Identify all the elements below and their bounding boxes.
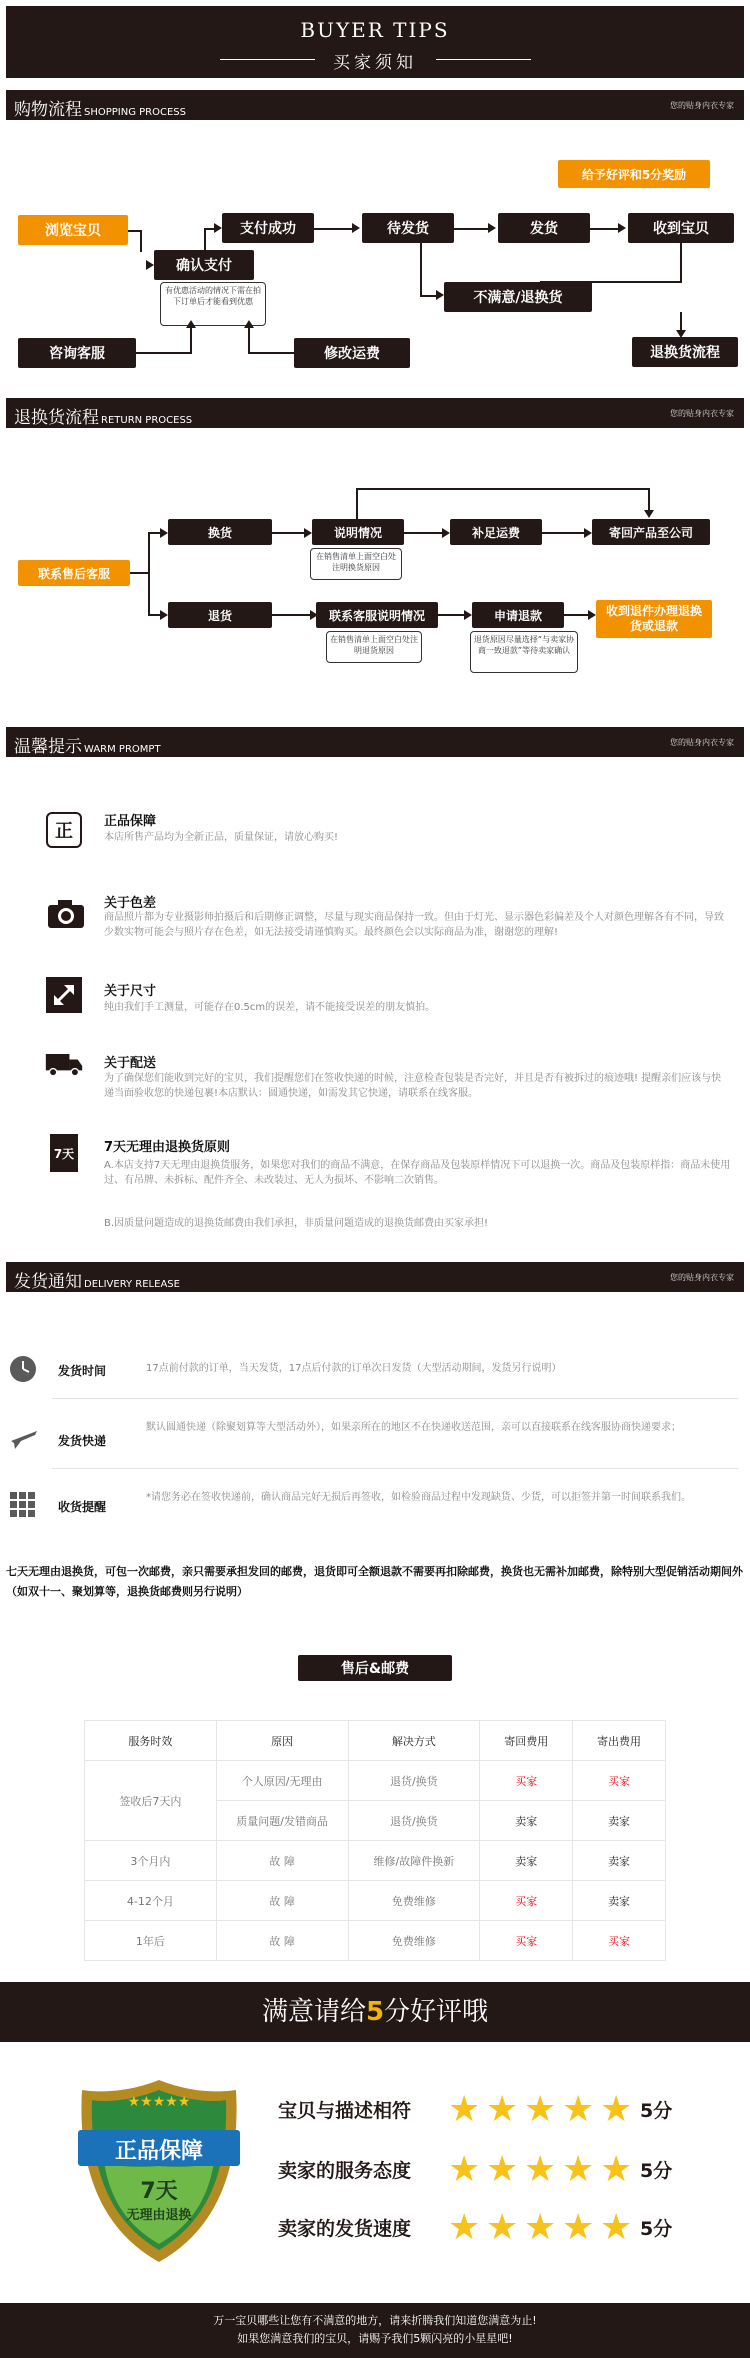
section-header-prompt bbox=[6, 727, 744, 757]
table-row bbox=[85, 1881, 666, 1921]
prompt-text: 商品照片都为专业摄影师拍摄后和后期修正调整，尽量与现实商品保持一致。但由于灯光、显示器色彩偏差及个人对颜色理解各有不同，导致少数实物可能会与照片存在色差，如无法接受请谨慎购买。最终颜色会以实际商品为准，谢谢您的理解! bbox=[104, 912, 724, 938]
banner-title-en: BUYER TIPS bbox=[300, 18, 450, 42]
flow-return-process: 退换货流程 bbox=[632, 337, 738, 367]
table-cell: 签收后7天内 bbox=[85, 1761, 217, 1841]
table-cell: 退货/换货 bbox=[348, 1801, 480, 1841]
table-header: 寄回费用 bbox=[480, 1721, 573, 1761]
table-cell: 卖家 bbox=[480, 1801, 573, 1841]
resize-icon bbox=[46, 977, 82, 1013]
star-icon: ★ bbox=[562, 2089, 595, 2130]
confirm-note: 有优惠活动的情况下需在拍下订单后才能看到优惠 bbox=[160, 282, 266, 326]
flow-exchange: 换货 bbox=[168, 519, 272, 545]
reward-badge: 给予好评和5分奖励 bbox=[558, 160, 710, 188]
review-banner-pre: 满意请给 bbox=[261, 1997, 366, 2027]
flow-apply-refund: 申请退款 bbox=[472, 602, 564, 628]
badge-title: 正品保障 bbox=[114, 2139, 203, 2164]
connector bbox=[136, 352, 192, 354]
section-title: 退换货流程 bbox=[14, 408, 99, 428]
connector bbox=[204, 228, 206, 250]
connector bbox=[190, 326, 192, 354]
footer bbox=[0, 2303, 750, 2358]
prompt-text-b: B.因质量问题造成的退换货邮费由我们承担，非质量问题造成的退换货邮费由买家承担! bbox=[104, 1218, 489, 1229]
review-score: 5分 bbox=[640, 2218, 673, 2240]
section-tagline: 您的贴身内衣专家 bbox=[670, 409, 734, 418]
footer-line: 如果您满意我们的宝贝，请赐予我们5颗闪亮的小星星吧! bbox=[237, 2332, 513, 2345]
table-header: 解决方式 bbox=[348, 1721, 480, 1761]
prompt-title: 关于尺寸 bbox=[104, 984, 157, 999]
flow-modify-fee: 修改运费 bbox=[294, 338, 410, 368]
explain-note: 在销售清单上面空白处注明换货原因 bbox=[310, 548, 402, 580]
arrow bbox=[588, 610, 596, 620]
section-title-en: DELIVERY RELEASE bbox=[84, 1279, 180, 1290]
table-cell: 买家 bbox=[480, 1921, 573, 1961]
review-banner-post: 分好评哦 bbox=[384, 1997, 489, 2027]
badge-days: 7天 bbox=[140, 2179, 178, 2204]
delivery-text: *请您务必在签收快递前，确认商品完好无损后再签收，如检验商品过程中发现缺货、少货，可以拒签并第一时间联系我们。 bbox=[146, 1492, 691, 1503]
table-row bbox=[85, 1841, 666, 1881]
flow-shipped: 发货 bbox=[498, 213, 590, 243]
arrow bbox=[436, 290, 444, 300]
arrow bbox=[304, 528, 312, 538]
table-cell: 1年后 bbox=[85, 1921, 217, 1961]
table-cell: 免费维修 bbox=[348, 1881, 480, 1921]
table-cell: 卖家 bbox=[480, 1841, 573, 1881]
flow-browse: 浏览宝贝 bbox=[18, 215, 128, 245]
genuine-icon: 正 bbox=[46, 812, 82, 848]
divider bbox=[52, 1468, 738, 1469]
review-banner bbox=[0, 1982, 750, 2042]
table-cell: 退货/换货 bbox=[348, 1761, 480, 1801]
table-cell: 故 障 bbox=[216, 1881, 348, 1921]
prompt-title: 关于配送 bbox=[104, 1056, 157, 1071]
svg-text:★★★★★: ★★★★★ bbox=[127, 2094, 191, 2110]
prompt-title: 正品保障 bbox=[104, 814, 157, 829]
prompt-text: 本店所售产品均为全新正品，质量保证，请放心购买! bbox=[104, 832, 339, 843]
star-icon: ★ bbox=[524, 2207, 557, 2248]
apply-note: 退货原因尽量选择“与卖家协商一致退款”等待卖家确认 bbox=[470, 631, 578, 673]
table-cell: 免费维修 bbox=[348, 1921, 480, 1961]
camera-icon bbox=[46, 896, 86, 932]
connector bbox=[356, 488, 650, 490]
connector bbox=[130, 572, 150, 574]
table-cell: 卖家 bbox=[573, 1841, 666, 1881]
flow-unsatisfied: 不满意/退换货 bbox=[444, 282, 592, 312]
flow-contact-after-sales: 联系售后客服 bbox=[18, 560, 130, 586]
prompt-text: A.本店支持7天无理由退换货服务，如果您对我们的商品不满意，在保存商品及包装原样情况下可以退换一次。商品及包装原样指：商品未使用过、有吊牌、未拆标、配件齐全、未改装过、无人为损坏、不影响二次销售。 bbox=[104, 1160, 731, 1186]
delivery-label: 收货提醒 bbox=[58, 1500, 107, 1514]
flow-refund: 退货 bbox=[168, 602, 272, 628]
delivery-text: 默认圆通快递（除聚划算等大型活动外），如果亲所在的地区不在快递收送范围，亲可以直接联系在线客服协商快递要求； bbox=[146, 1422, 681, 1433]
flow-explain2: 联系客服说明情况 bbox=[316, 602, 438, 628]
connector bbox=[590, 228, 620, 230]
arrow bbox=[160, 610, 168, 620]
service-title: 售后&邮费 bbox=[298, 1655, 452, 1681]
table-header-row bbox=[85, 1721, 666, 1761]
delivery-text: 17点前付款的订单，当天发货，17点后付款的订单次日发货（大型活动期间，发货另行说明） bbox=[146, 1363, 562, 1374]
grid-icon bbox=[8, 1490, 38, 1520]
arrow bbox=[488, 223, 496, 233]
connector bbox=[454, 228, 490, 230]
connector bbox=[420, 243, 422, 295]
connector bbox=[648, 488, 650, 512]
section-title-en: RETURN PROCESS bbox=[101, 415, 193, 426]
genuine-badge bbox=[74, 2076, 244, 2266]
review-score: 5分 bbox=[640, 2160, 673, 2182]
clock-icon bbox=[8, 1354, 38, 1384]
section-tagline: 您的贴身内衣专家 bbox=[670, 738, 734, 747]
connector bbox=[148, 614, 160, 616]
flow-send-back: 寄回产品至公司 bbox=[592, 519, 710, 545]
banner-title-cn: 买家须知 bbox=[333, 53, 417, 73]
table-cell: 卖家 bbox=[573, 1881, 666, 1921]
footer-line: 万一宝贝哪些让您有不满意的地方，请来折腾我们知道您满意为止! bbox=[213, 2314, 537, 2327]
arrow bbox=[244, 320, 254, 328]
connector bbox=[314, 228, 354, 230]
arrow bbox=[146, 260, 154, 270]
connector bbox=[564, 614, 590, 616]
table-header: 原因 bbox=[216, 1721, 348, 1761]
prompt-text: 纯由我们手工测量，可能存在0.5cm的误差，请不能接受误差的朋友慎拍。 bbox=[104, 1002, 436, 1013]
connector bbox=[438, 614, 466, 616]
review-label: 宝贝与描述相符 bbox=[278, 2100, 412, 2122]
connector bbox=[148, 532, 160, 534]
star-icon: ★ bbox=[486, 2207, 519, 2248]
policy-note: 七天无理由退换货，可包一次邮费，亲只需要承担发回的邮费，退货即可全额退款不需要再扣除邮费，换货也无需补加邮费，除特别大型促销活动期间外（如双十一、聚划算等，退换货邮费则另行说明） bbox=[6, 1565, 743, 1598]
section-title-en: SHOPPING PROCESS bbox=[84, 107, 187, 118]
review-score: 5分 bbox=[640, 2100, 673, 2122]
section-title: 温馨提示 bbox=[14, 737, 82, 757]
connector bbox=[272, 532, 306, 534]
section-header-shopping bbox=[6, 90, 744, 120]
flow-received: 收到宝贝 bbox=[628, 213, 734, 243]
section-header-returns bbox=[6, 398, 744, 428]
connector bbox=[680, 243, 682, 283]
flow-explain: 说明情况 bbox=[312, 519, 404, 545]
star-icon: ★ bbox=[448, 2089, 481, 2130]
star-icon: ★ bbox=[448, 2149, 481, 2190]
star-icon: ★ bbox=[486, 2089, 519, 2130]
buyer-tips-banner bbox=[6, 6, 744, 78]
flow-wait-ship: 待发货 bbox=[362, 213, 454, 243]
star-icon: ★ bbox=[562, 2207, 595, 2248]
star-icon: ★ bbox=[600, 2089, 633, 2130]
delivery-label: 发货快递 bbox=[58, 1434, 107, 1448]
explain2-note: 在销售清单上面空白处注明退货原因 bbox=[326, 631, 422, 663]
section-header-delivery bbox=[6, 1262, 744, 1292]
table-cell: 买家 bbox=[480, 1881, 573, 1921]
badge-sub: 无理由退换 bbox=[126, 2208, 192, 2223]
star-icon: ★ bbox=[486, 2149, 519, 2190]
arrow bbox=[352, 223, 360, 233]
arrow bbox=[214, 223, 222, 233]
table-cell: 买家 bbox=[573, 1761, 666, 1801]
service-table bbox=[84, 1720, 666, 1961]
table-header: 寄出费用 bbox=[573, 1721, 666, 1761]
table-row bbox=[85, 1921, 666, 1961]
divider bbox=[436, 59, 531, 60]
table-cell: 买家 bbox=[573, 1921, 666, 1961]
flow-contact-cs: 咨询客服 bbox=[18, 338, 136, 368]
table-cell: 故 障 bbox=[216, 1841, 348, 1881]
flow-paid: 支付成功 bbox=[222, 213, 314, 243]
review-label: 卖家的发货速度 bbox=[278, 2218, 412, 2240]
table-cell: 4-12个月 bbox=[85, 1881, 217, 1921]
star-icon: ★ bbox=[600, 2149, 633, 2190]
flow-add-fee: 补足运费 bbox=[450, 519, 542, 545]
star-icon: ★ bbox=[600, 2207, 633, 2248]
table-cell: 卖家 bbox=[573, 1801, 666, 1841]
star-icon: ★ bbox=[562, 2149, 595, 2190]
table-cell: 质量问题/发错商品 bbox=[216, 1801, 348, 1841]
connector bbox=[404, 532, 444, 534]
arrow bbox=[160, 528, 168, 538]
section-tagline: 您的贴身内衣专家 bbox=[670, 101, 734, 110]
star-icon: ★ bbox=[448, 2207, 481, 2248]
arrow bbox=[584, 528, 592, 538]
truck-icon bbox=[44, 1046, 84, 1082]
table-cell: 故 障 bbox=[216, 1921, 348, 1961]
seven-days-icon: 7天 bbox=[50, 1134, 78, 1172]
table-cell: 买家 bbox=[480, 1761, 573, 1801]
arrow bbox=[464, 610, 472, 620]
arrow bbox=[644, 510, 654, 518]
review-banner-num: 5 bbox=[365, 1997, 385, 2027]
star-icon: ★ bbox=[524, 2149, 557, 2190]
connector bbox=[148, 532, 150, 616]
flow-confirm-pay: 确认支付 bbox=[154, 250, 254, 280]
divider bbox=[52, 1398, 738, 1399]
table-header: 服务时效 bbox=[85, 1721, 217, 1761]
table-cell: 维修/故障件换新 bbox=[348, 1841, 480, 1881]
section-tagline: 您的贴身内衣专家 bbox=[670, 1273, 734, 1282]
connector bbox=[356, 488, 358, 519]
airplane-icon bbox=[8, 1422, 40, 1454]
connector bbox=[248, 352, 294, 354]
review-label: 卖家的服务态度 bbox=[278, 2160, 412, 2182]
table-cell: 个人原因/无理由 bbox=[216, 1761, 348, 1801]
connector bbox=[248, 326, 250, 354]
star-icon: ★ bbox=[524, 2089, 557, 2130]
section-title: 发货通知 bbox=[14, 1272, 82, 1292]
arrow bbox=[618, 223, 626, 233]
arrow bbox=[186, 320, 196, 328]
table-row bbox=[85, 1761, 666, 1801]
prompt-title: 关于色差 bbox=[104, 896, 157, 911]
arrow bbox=[442, 528, 450, 538]
connector bbox=[542, 532, 586, 534]
prompt-title: 7天无理由退换货原则 bbox=[104, 1140, 231, 1155]
connector bbox=[272, 614, 312, 616]
connector bbox=[140, 230, 142, 252]
table-cell: 3个月内 bbox=[85, 1841, 217, 1881]
flow-receive-return: 收到退件办理退换货或退款 bbox=[596, 600, 712, 638]
delivery-label: 发货时间 bbox=[58, 1364, 107, 1378]
section-title: 购物流程 bbox=[14, 100, 82, 120]
prompt-text: 为了确保您们能收到完好的宝贝，我们提醒您们在签收快递的时候，注意检查包装是否完好，并且是否有被拆过的痕迹哦! 提醒亲们应该与快递当面验收您的快递包裹!本店默认：圆通快递，如需发其它快递，请联系在线客服。 bbox=[104, 1073, 722, 1099]
section-title-en: WARM PROMPT bbox=[84, 744, 161, 755]
